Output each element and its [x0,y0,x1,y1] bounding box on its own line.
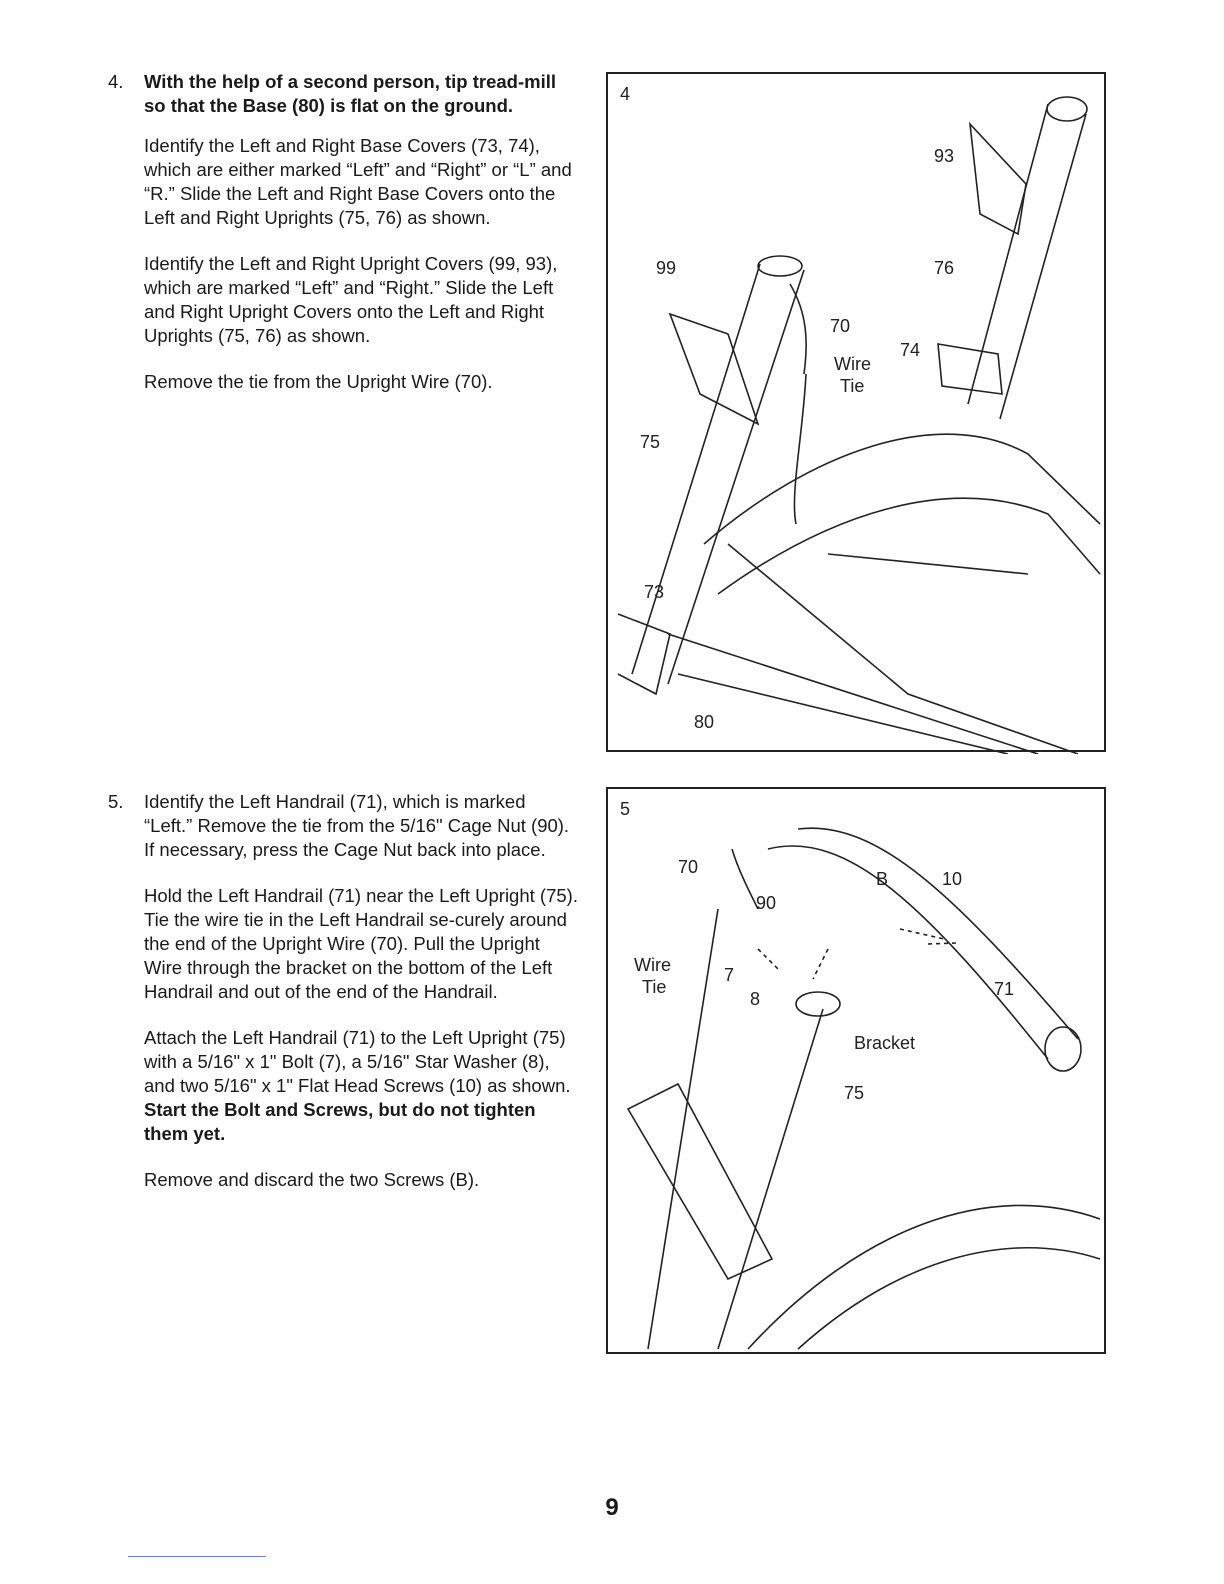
page-number: 9 [605,1494,619,1521]
label-71: 71 [994,979,1015,999]
label-80: 80 [694,712,715,732]
label-7: 7 [724,965,735,985]
warning-text: Start the Bolt and Screws, but do not tighten them yet. [144,1099,536,1144]
callout-labels [640,146,954,732]
figure-5 [606,787,1106,1354]
label-76: 76 [934,258,955,278]
step-4 [108,70,578,416]
label-tie: Tie [840,376,865,396]
figure-number: 5 [620,799,631,819]
label-B: B [876,869,889,889]
figure-number: 4 [620,84,631,104]
label-93: 93 [934,146,955,166]
label-70: 70 [678,857,699,877]
label-8: 8 [750,989,761,1009]
label-bracket: Bracket [854,1033,916,1053]
label-73: 73 [644,582,665,602]
label-wire: Wire [834,354,871,374]
callout-labels [634,857,1014,1103]
label-tie: Tie [642,977,667,997]
label-70: 70 [830,316,851,336]
instruction-paragraph: Identify the Left Handrail (71), which is marked “Left.” Remove the tie from the 5/16" Cage Nut (90). If necessary, press the Cage Nut back into place. [144,791,570,860]
label-90: 90 [756,893,777,913]
instruction-paragraph: Remove and discard the two Screws (B). [144,1169,480,1190]
figure-4 [606,72,1106,752]
figure-5-drawing [608,789,1108,1356]
instruction-paragraph [144,1026,578,1146]
step-number: 4. [108,71,124,92]
instruction-paragraph: Identify the Left and Right Upright Covers (99, 93), which are marked “Left” and “Right.” Slide the Left and Right Upright Covers onto the Left and Right Uprights (75, 76) as shown. [144,253,558,346]
instruction-paragraph: Remove the tie from the Upright Wire (70). [144,371,493,392]
instruction-paragraph: Identify the Left and Right Base Covers (73, 74), which are either marked “Left” and “Right” or “L” and “R.” Slide the Left and Right Base Covers onto the Left and Right Uprights (75, 76) as shown. [144,135,572,228]
step-number: 5. [108,791,124,812]
attach-text: Attach the Left Handrail (71) to the Left Upright (75) with a 5/16" x 1" Bolt (7), a 5/16" Star Washer (8), and two 5/16" x 1" Flat Head Screws (10) as shown. [144,1027,571,1096]
label-75: 75 [844,1083,865,1103]
step-5 [108,790,578,1214]
step-heading: With the help of a second person, tip tread-mill so that the Base (80) is flat on the ground. [144,71,557,116]
footer-rule [128,1556,266,1557]
treadmill-line-art [618,97,1100,754]
label-74: 74 [900,340,921,360]
label-wire: Wire [634,955,671,975]
figure-4-drawing [608,74,1108,754]
label-99: 99 [656,258,677,278]
instruction-paragraph: Hold the Left Handrail (71) near the Left Upright (75). Tie the wire tie in the Left Handrail se-curely around the end of the Upright Wire (70). Pull the Upright Wire through the bracket on the bottom of the Left Handrail and out of the end of the Handrail. [144,885,578,1002]
label-75: 75 [640,432,661,452]
label-10: 10 [942,869,963,889]
